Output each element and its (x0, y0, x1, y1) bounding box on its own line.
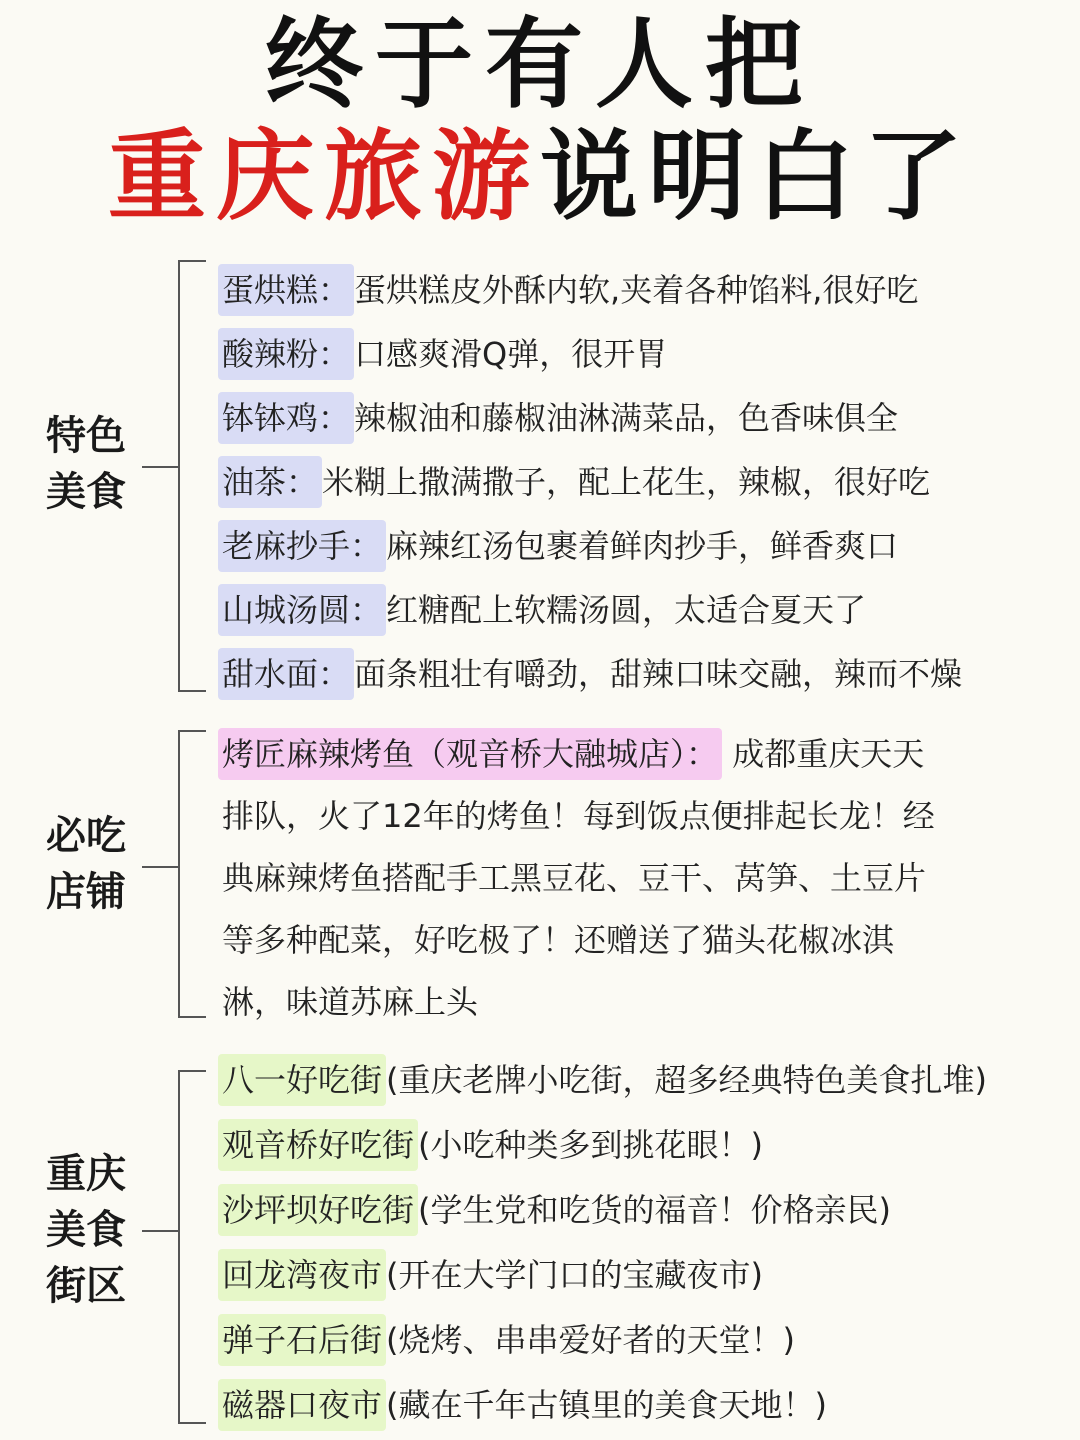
street-item-desc: (重庆老牌小吃街，超多经典特色美食扎堆) (386, 1061, 987, 1099)
food-item-name: 甜水面： (218, 648, 354, 700)
food-item (218, 648, 962, 700)
street-item (218, 1314, 795, 1366)
street-item-name: 八一好吃街 (218, 1054, 386, 1106)
food-section-label (46, 408, 146, 520)
food-item-desc: 红糖配上软糯汤圆，太适合夏天了 (386, 591, 867, 629)
page-title-line2 (0, 122, 1080, 232)
street-item-name: 弹子石后街 (218, 1314, 386, 1366)
food-item-desc: 面条粗壮有嚼劲，甜辣口味交融，辣而不燥 (354, 655, 963, 693)
food-item (218, 520, 898, 572)
bracket-bottom (178, 1422, 206, 1424)
food-item (218, 264, 918, 316)
food-item (218, 328, 667, 380)
street-item (218, 1379, 827, 1431)
page-title-line1: 终于有人把 (264, 8, 815, 122)
shop-name: 烤匠麻辣烤鱼（观音桥大融城店）： (218, 728, 722, 780)
label-line: 特色 (46, 413, 126, 459)
food-item-desc: 米糊上撒满撒子，配上花生，辣椒，很好吃 (322, 463, 931, 501)
food-item-desc: 辣椒油和藤椒油淋满菜品，色香味俱全 (354, 399, 899, 437)
street-item-name: 沙坪坝好吃街 (218, 1184, 418, 1236)
food-item-name: 酸辣粉： (218, 328, 354, 380)
street-item-name: 磁器口夜市 (218, 1379, 386, 1431)
bracket-top (178, 1070, 206, 1072)
bracket-line (178, 260, 180, 690)
shop-desc-line: 等多种配菜，好吃极了！还赠送了猫头花椒冰淇 (222, 921, 895, 959)
label-line: 必吃 (46, 813, 126, 859)
shop-section-label (46, 808, 146, 920)
street-item-name: 回龙湾夜市 (218, 1249, 386, 1301)
food-item-name: 油茶： (218, 456, 322, 508)
food-item-name: 山城汤圆： (218, 584, 386, 636)
food-item-name: 钵钵鸡： (218, 392, 354, 444)
bracket-bottom (178, 690, 206, 692)
title-highlight: 重庆旅游 (107, 120, 540, 234)
food-item (218, 392, 898, 444)
label-line: 美食 (46, 1207, 126, 1253)
street-item-name: 观音桥好吃街 (218, 1119, 418, 1171)
street-item-desc: (烧烤、串串爱好者的天堂！) (386, 1321, 795, 1359)
label-line: 街区 (46, 1263, 126, 1309)
food-item (218, 456, 930, 508)
street-item (218, 1119, 763, 1171)
bracket-top (178, 730, 206, 732)
street-item-desc: (学生党和吃货的福音！价格亲民) (418, 1191, 891, 1229)
street-item (218, 1054, 987, 1106)
shop-desc-line: 排队，火了12年的烤鱼！每到饭点便排起长龙！经 (222, 797, 935, 835)
food-item-desc: 蛋烘糕皮外酥内软,夹着各种馅料,很好吃 (354, 271, 919, 309)
bracket-connector (142, 1230, 178, 1232)
food-item-desc: 麻辣红汤包裹着鲜肉抄手，鲜香爽口 (386, 527, 899, 565)
label-line: 重庆 (46, 1151, 126, 1197)
label-line: 店铺 (46, 869, 126, 915)
title-rest: 说明白了 (540, 120, 973, 234)
street-item-desc: (开在大学门口的宝藏夜市) (386, 1256, 763, 1294)
shop-first-line (218, 728, 924, 780)
street-item (218, 1249, 763, 1301)
food-item-name: 老麻抄手： (218, 520, 386, 572)
shop-desc-line: 典麻辣烤鱼搭配手工黑豆花、豆干、莴笋、土豆片 (222, 859, 927, 897)
street-section-label (46, 1146, 146, 1314)
bracket-bottom (178, 1016, 206, 1018)
food-item-name: 蛋烘糕： (218, 264, 354, 316)
street-item-desc: (藏在千年古镇里的美食天地！) (386, 1386, 827, 1424)
bracket-line (178, 1070, 180, 1422)
bracket-top (178, 260, 206, 262)
bracket-connector (142, 466, 178, 468)
food-item (218, 584, 866, 636)
street-item (218, 1184, 891, 1236)
label-line: 美食 (46, 469, 126, 515)
bracket-line (178, 730, 180, 1016)
shop-desc-line: 成都重庆天天 (732, 735, 925, 773)
street-item-desc: (小吃种类多到挑花眼！) (418, 1126, 763, 1164)
shop-desc-line: 淋，味道苏麻上头 (222, 983, 479, 1021)
food-item-desc: 口感爽滑Q弹，很开胃 (354, 335, 668, 373)
bracket-connector (142, 866, 178, 868)
